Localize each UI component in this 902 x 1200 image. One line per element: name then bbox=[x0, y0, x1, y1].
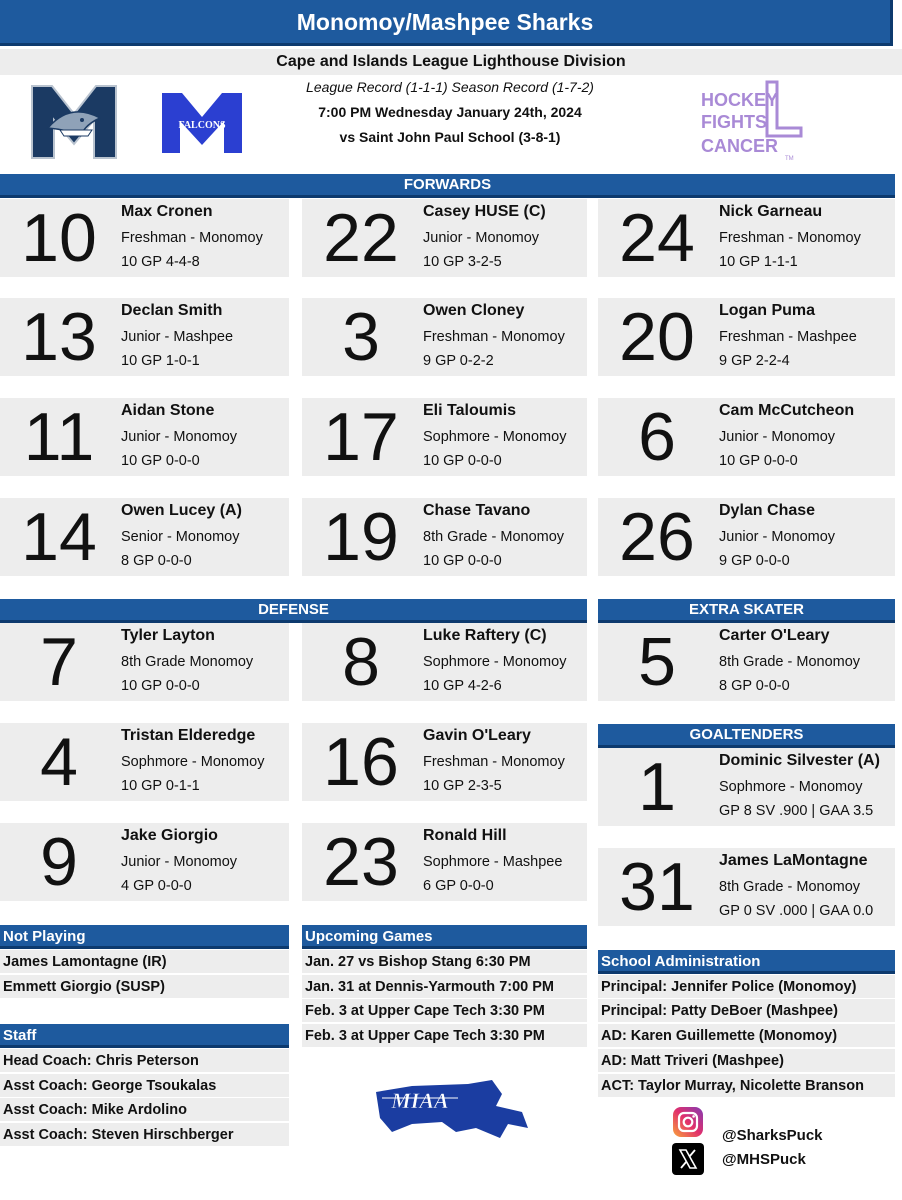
jersey-number: 26 bbox=[619, 499, 695, 575]
jersey-number: 17 bbox=[323, 399, 399, 475]
player-stats: 4 GP 0-0-0 bbox=[121, 878, 192, 894]
player-stats: 8 GP 0-0-0 bbox=[121, 553, 192, 569]
svg-text:CANCER: CANCER bbox=[701, 136, 779, 156]
player-class: Freshman - Monomoy bbox=[719, 230, 861, 246]
jersey-number: 19 bbox=[323, 499, 399, 575]
player-name: Logan Puma bbox=[719, 302, 816, 319]
player-name: James LaMontagne bbox=[719, 852, 868, 869]
player-card bbox=[0, 723, 289, 801]
player-class: Sophmore - Monomoy bbox=[423, 429, 567, 445]
staff-item: Head Coach: Chris Peterson bbox=[0, 1049, 289, 1073]
jersey-number: 7 bbox=[40, 624, 78, 700]
jersey-number: 16 bbox=[323, 724, 399, 800]
player-card bbox=[598, 748, 895, 826]
defense-header: DEFENSE bbox=[0, 599, 587, 623]
player-stats: 10 GP 0-0-0 bbox=[121, 453, 200, 469]
player-name: Aidan Stone bbox=[121, 402, 215, 419]
player-stats: 10 GP 4-4-8 bbox=[121, 254, 200, 270]
svg-text:HOCKEY: HOCKEY bbox=[701, 90, 779, 110]
extra-skater-header: EXTRA SKATER bbox=[598, 599, 895, 623]
admin-item: Principal: Patty DeBoer (Mashpee) bbox=[598, 999, 895, 1023]
player-stats: 10 GP 1-1-1 bbox=[719, 254, 798, 270]
upcoming-game: Feb. 3 at Upper Cape Tech 3:30 PM bbox=[302, 999, 587, 1023]
not-playing-item: James Lamontagne (IR) bbox=[0, 950, 289, 974]
player-stats: GP 0 SV .000 | GAA 0.0 bbox=[719, 903, 874, 919]
jersey-number: 23 bbox=[323, 824, 399, 900]
player-name: Dominic Silvester (A) bbox=[719, 752, 880, 769]
player-class: 8th Grade Monomoy bbox=[121, 654, 254, 670]
player-class: Freshman - Mashpee bbox=[719, 329, 857, 345]
player-stats: 9 GP 2-2-4 bbox=[719, 353, 790, 369]
record-line: League Record (1-1-1) Season Record (1-7-2) bbox=[306, 79, 594, 95]
player-class: Senior - Monomoy bbox=[121, 529, 240, 545]
staff-item: Asst Coach: George Tsoukalas bbox=[0, 1074, 289, 1098]
falcons-logo bbox=[162, 93, 242, 153]
player-stats: 8 GP 0-0-0 bbox=[719, 678, 790, 694]
player-class: Freshman - Monomoy bbox=[423, 329, 565, 345]
jersey-number: 14 bbox=[21, 499, 97, 575]
miaa-logo bbox=[372, 1062, 532, 1142]
player-class: Junior - Monomoy bbox=[121, 854, 238, 870]
player-class: Sophmore - Monomoy bbox=[423, 654, 567, 670]
player-class: Freshman - Monomoy bbox=[121, 230, 263, 246]
player-name: Ronald Hill bbox=[423, 827, 507, 844]
player-stats: 10 GP 1-0-1 bbox=[121, 353, 200, 369]
upcoming-game: Jan. 31 at Dennis-Yarmouth 7:00 PM bbox=[302, 975, 587, 999]
jersey-number: 4 bbox=[40, 724, 78, 800]
player-name: Owen Lucey (A) bbox=[121, 502, 242, 519]
goaltenders-header: GOALTENDERS bbox=[598, 724, 895, 748]
jersey-number: 6 bbox=[638, 399, 676, 475]
player-name: Nick Garneau bbox=[719, 203, 823, 220]
player-stats: 10 GP 3-2-5 bbox=[423, 254, 502, 270]
player-card bbox=[598, 398, 895, 476]
player-card bbox=[0, 823, 289, 901]
jersey-number: 1 bbox=[638, 749, 676, 825]
league-name: Cape and Islands League Lighthouse Division bbox=[0, 49, 902, 75]
player-card bbox=[598, 498, 895, 576]
player-name: Chase Tavano bbox=[423, 502, 531, 519]
player-name: Luke Raftery (C) bbox=[423, 627, 547, 644]
svg-text:MIAA: MIAA bbox=[391, 1088, 449, 1113]
upcoming-games-header: Upcoming Games bbox=[302, 925, 587, 949]
player-card bbox=[0, 298, 289, 376]
player-card bbox=[598, 623, 895, 701]
player-name: Owen Cloney bbox=[423, 302, 525, 319]
player-stats: 10 GP 0-0-0 bbox=[719, 453, 798, 469]
jersey-number: 5 bbox=[638, 624, 676, 700]
player-card bbox=[302, 398, 587, 476]
opponent-line: vs Saint John Paul School (3-8-1) bbox=[339, 129, 561, 145]
player-card bbox=[302, 498, 587, 576]
player-name: Cam McCutcheon bbox=[719, 402, 855, 419]
player-class: Sophmore - Monomoy bbox=[121, 754, 265, 770]
player-card bbox=[598, 199, 895, 277]
admin-item: ACT: Taylor Murray, Nicolette Branson bbox=[598, 1074, 895, 1098]
jersey-number: 3 bbox=[342, 299, 380, 375]
jersey-number: 20 bbox=[619, 299, 695, 375]
svg-text:FALCONS: FALCONS bbox=[178, 120, 226, 131]
jersey-number: 8 bbox=[342, 624, 380, 700]
jersey-number: 10 bbox=[21, 200, 97, 276]
jersey-number: 24 bbox=[619, 200, 695, 276]
admin-item: Principal: Jennifer Police (Monomoy) bbox=[598, 975, 895, 999]
player-class: Sophmore - Monomoy bbox=[719, 779, 863, 795]
player-stats: 10 GP 0-1-1 bbox=[121, 778, 200, 794]
player-class: Junior - Monomoy bbox=[719, 529, 836, 545]
not-playing-item: Emmett Giorgio (SUSP) bbox=[0, 975, 289, 999]
hockey-fights-cancer-logo bbox=[697, 80, 803, 162]
instagram-handle[interactable]: @SharksPuck bbox=[722, 1127, 823, 1144]
admin-item: AD: Matt Triveri (Mashpee) bbox=[598, 1049, 895, 1073]
x-handle[interactable]: @MHSPuck bbox=[722, 1151, 806, 1168]
svg-text:TM: TM bbox=[785, 156, 794, 162]
x-icon[interactable] bbox=[672, 1143, 704, 1175]
sharks-logo bbox=[30, 84, 118, 160]
player-class: 8th Grade - Monomoy bbox=[719, 654, 861, 670]
admin-item: AD: Karen Guillemette (Monomoy) bbox=[598, 1024, 895, 1048]
upcoming-game: Feb. 3 at Upper Cape Tech 3:30 PM bbox=[302, 1024, 587, 1048]
player-name: Dylan Chase bbox=[719, 502, 816, 519]
player-card bbox=[0, 498, 289, 576]
player-name: Jake Giorgio bbox=[121, 827, 218, 844]
jersey-number: 22 bbox=[323, 200, 399, 276]
player-card bbox=[0, 398, 289, 476]
player-class: Junior - Monomoy bbox=[423, 230, 540, 246]
staff-item: Asst Coach: Steven Hirschberger bbox=[0, 1123, 289, 1147]
player-stats: 10 GP 0-0-0 bbox=[423, 453, 502, 469]
player-stats: 9 GP 0-0-0 bbox=[719, 553, 790, 569]
school-admin-header: School Administration bbox=[598, 950, 895, 974]
player-name: Casey HUSE (C) bbox=[423, 203, 546, 220]
jersey-number: 31 bbox=[619, 849, 695, 925]
player-class: Freshman - Monomoy bbox=[423, 754, 565, 770]
staff-header: Staff bbox=[0, 1024, 289, 1048]
not-playing-header: Not Playing bbox=[0, 925, 289, 949]
page-title: Monomoy/Mashpee Sharks bbox=[0, 0, 893, 46]
player-card bbox=[302, 823, 587, 901]
staff-item: Asst Coach: Mike Ardolino bbox=[0, 1098, 289, 1122]
jersey-number: 11 bbox=[23, 399, 95, 475]
player-class: Sophmore - Mashpee bbox=[423, 854, 563, 870]
player-stats: 6 GP 0-0-0 bbox=[423, 878, 494, 894]
player-card bbox=[598, 848, 895, 926]
player-card bbox=[302, 623, 587, 701]
player-card bbox=[0, 623, 289, 701]
player-card bbox=[302, 298, 587, 376]
player-name: Gavin O'Leary bbox=[423, 727, 531, 744]
player-stats: GP 8 SV .900 | GAA 3.5 bbox=[719, 803, 874, 819]
instagram-icon[interactable] bbox=[672, 1106, 704, 1138]
player-name: Carter O'Leary bbox=[719, 627, 830, 644]
player-class: Junior - Mashpee bbox=[121, 329, 234, 345]
forwards-header: FORWARDS bbox=[0, 174, 895, 198]
player-name: Eli Taloumis bbox=[423, 402, 517, 419]
player-name: Max Cronen bbox=[121, 203, 213, 220]
player-class: 8th Grade - Monomoy bbox=[423, 529, 565, 545]
jersey-number: 9 bbox=[40, 824, 78, 900]
player-stats: 9 GP 0-2-2 bbox=[423, 353, 494, 369]
upcoming-game: Jan. 27 vs Bishop Stang 6:30 PM bbox=[302, 950, 587, 974]
player-class: 8th Grade - Monomoy bbox=[719, 879, 861, 895]
player-stats: 10 GP 4-2-6 bbox=[423, 678, 502, 694]
player-stats: 10 GP 0-0-0 bbox=[121, 678, 200, 694]
player-card bbox=[302, 199, 587, 277]
player-card bbox=[302, 723, 587, 801]
player-class: Junior - Monomoy bbox=[719, 429, 836, 445]
player-stats: 10 GP 2-3-5 bbox=[423, 778, 502, 794]
player-name: Tyler Layton bbox=[121, 627, 215, 644]
player-stats: 10 GP 0-0-0 bbox=[423, 553, 502, 569]
player-card bbox=[598, 298, 895, 376]
player-class: Junior - Monomoy bbox=[121, 429, 238, 445]
jersey-number: 13 bbox=[21, 299, 97, 375]
svg-text:FIGHTS: FIGHTS bbox=[701, 112, 767, 132]
player-name: Tristan Elderedge bbox=[121, 727, 256, 744]
player-name: Declan Smith bbox=[121, 302, 223, 319]
player-card bbox=[0, 199, 289, 277]
game-time: 7:00 PM Wednesday January 24th, 2024 bbox=[318, 104, 582, 120]
